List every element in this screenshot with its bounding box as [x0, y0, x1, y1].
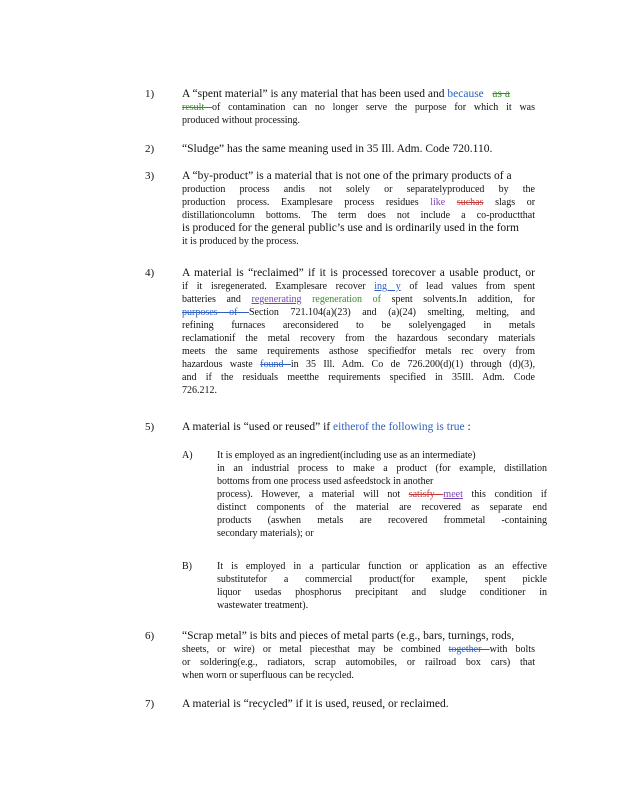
item-text: A “spent material” is any material that has been used and because as a result of contamination can no longer serve the purpose for which it was produced without processing. — [182, 88, 535, 126]
deleted-text: suchas — [456, 197, 484, 208]
definition-item-1 — [145, 88, 535, 130]
item-number: 6) — [145, 630, 155, 642]
definition-item-4 — [145, 267, 535, 407]
definition-item-7 — [145, 698, 535, 714]
deleted-text: together — [448, 644, 490, 655]
definition-item-2 — [145, 143, 535, 159]
inserted-text: of — [372, 294, 381, 305]
definition-item-5 — [145, 421, 547, 617]
item-number: 5) — [145, 421, 155, 433]
deleted-text: found — [260, 359, 291, 370]
inserted-text: because — [447, 88, 484, 100]
inserted-text: eitherof the following is true — [333, 421, 465, 433]
inserted-text: regenerating — [251, 294, 302, 305]
deleted-text: result — [182, 102, 213, 113]
item-text: A material is “recycled” if it is used, reused, or reclaimed. — [182, 698, 449, 710]
subitem-text: It is employed as an ingredient(including use as an intermediate) in an industrial process to make a product (for example, distillation bottoms from one process used asfeedstock in another process). However, a material will not satisfy meet this condition if distinct components of the material are recovered as separate end products (aswhen metals are recovered frommetal -containing secondary materials); or — [217, 450, 547, 539]
item-text: A material is “reclaimed” if it is processed torecover a usable product, or if it isregenerated. Examplesare recover ing y of lead values from spent batteries and regenerating regeneration of spent solvents.In addition, for purposes of Section 721.104(a)(23) and (a)(24) smelting, melting, and refining furnaces areconsidered to be solelyengaged in metals reclamationif the metal recovery from the hazardous secondary materials meets the same requirements asthose specifiedfor metals rec overy from hazardous waste found in 35 Ill. Adm. Co de 726.200(d)(1) through (d)(3), and if the residuals meetthe requirements specified in 35Ill. Adm. Code 726.212. — [182, 267, 536, 396]
definition-item-6 — [145, 630, 535, 686]
subitem-label: B) — [182, 561, 192, 572]
item-number: 7) — [145, 698, 155, 710]
deleted-text: as a — [492, 88, 510, 100]
deleted-text: satisfy — [408, 489, 444, 500]
inserted-text: like — [430, 197, 446, 208]
item-number: 2) — [145, 143, 155, 155]
inserted-text: ing y — [374, 281, 401, 292]
inserted-text: regeneration — [312, 294, 363, 305]
deleted-text: purposes of — [182, 307, 249, 318]
item-text: “Sludge” has the same meaning used in 35 Ill. Adm. Code 720.110. — [182, 143, 493, 155]
item-text: A “by-product” is a material that is not one of the primary products of a production process andis not solely or separatelyproduced by the production process. Examplesare process residues like suchas slags or distillationcolumn bottoms. The term does not include a co-productthat is produced for the general public’s use and is ordinarily used in the form it is produced by the process. — [182, 170, 536, 247]
item-number: 4) — [145, 267, 155, 279]
item-number: 3) — [145, 170, 155, 182]
item-text: A material is “used or reused” if eitherof the following is true : — [182, 421, 471, 433]
definition-item-3 — [145, 170, 535, 252]
item-number: 1) — [145, 88, 155, 100]
item-text: “Scrap metal” is bits and pieces of metal parts (e.g., bars, turnings, rods, sheets, or wire) or metal piecesthat may be combined together with bolts or soldering(e.g., radiators, scrap automobiles, or railroad box cars) that when worn or superfluous can be recycled. — [182, 630, 536, 681]
subitem-text: It is employed in a particular function or application as an effective substitutefor a commercial product(for example, spent pickle liquor usedas phosphorus precipitant and sludge conditioner in wastewater treatment). — [217, 561, 547, 611]
subitem-label: A) — [182, 450, 193, 461]
inserted-text: meet — [443, 489, 463, 500]
